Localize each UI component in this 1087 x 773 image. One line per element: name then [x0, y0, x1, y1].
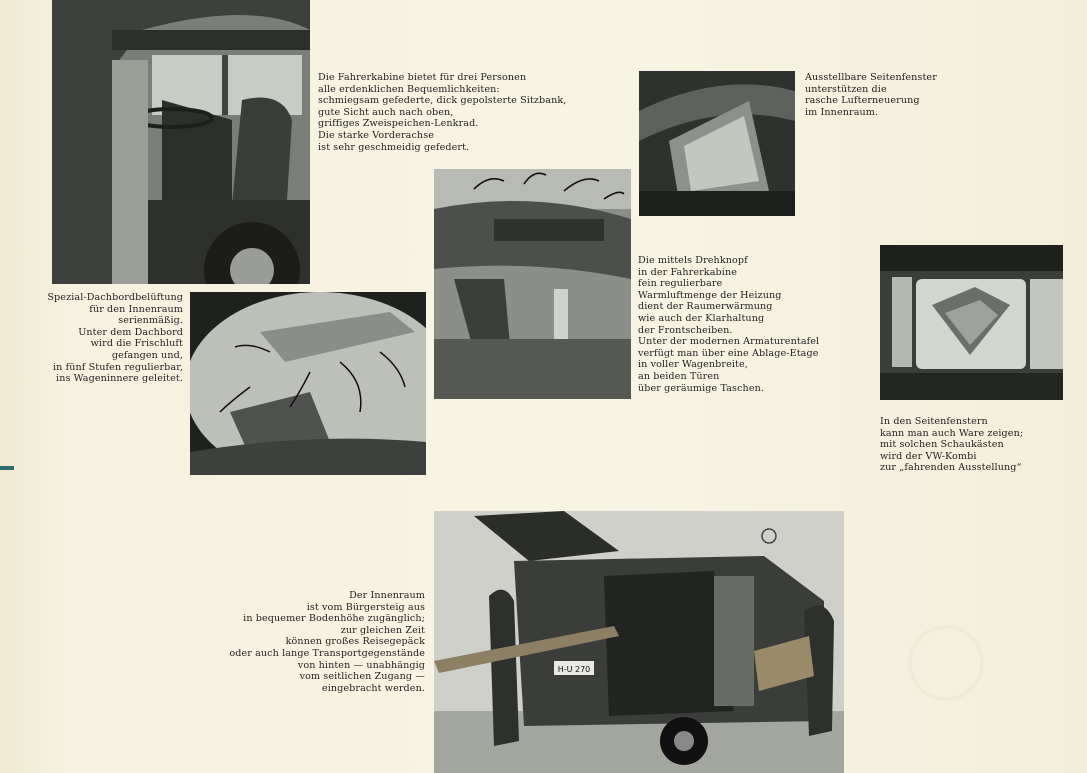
photo-driver-cab [52, 0, 310, 284]
caption-roof-ventilation: Spezial-Dachbordbelüftung für den Innenraum serienmäßig. Unter dem Dachbord wird die Frischluft gefangen und, in fünf Stufen regulierbar, ins Wageninnere geleitet. [47, 292, 183, 385]
caption-interior: Der Innenraum ist vom Bürgersteig aus in bequemer Bodenhöhe zugänglich; zur gleichen Zeit können großes Reisegepäck oder auch lange Transportgegenstände von hinten — unabhängig vom seitlichen Zugang — eingebracht werden. [229, 590, 425, 694]
vw-watermark-logo [908, 625, 984, 701]
photo-roof-ventilation [190, 292, 426, 475]
photo-side-window [639, 71, 795, 216]
photo-interior-loading [434, 511, 844, 773]
photo-dashboard-heating [434, 169, 631, 399]
caption-heating: Die mittels Drehknopf in der Fahrerkabine fein regulierbare Warmluftmenge der Heizung dient der Raumerwärmung wie auch der Klarhaltung der Frontscheiben. Unter der modernen Armaturentafel verfügt man über eine Ablage-Etage in voller Wagenbreite, an beiden Türen über geräumige Taschen. [638, 255, 820, 394]
binding-mark [0, 466, 14, 470]
caption-display-window: In den Seitenfenstern kann man auch Ware zeigen; mit solchen Schaukästen wird der VW-Kombi zur „fahrenden Ausstellung“ [880, 416, 1024, 474]
license-plate: H-U 270 [557, 665, 591, 674]
caption-driver-cab: Die Fahrerkabine bietet für drei Personen alle erdenklichen Bequemlichkeiten: schmiegsam gefederte, dick gepolsterte Sitzbank, gute Sicht auch nach oben, griffiges Zweispeichen-Lenkrad. Die starke Vorderachse ist sehr geschmeidig gefedert. [318, 72, 567, 153]
caption-side-windows: Ausstellbare Seitenfenster unterstützen die rasche Lufterneuerung im Innenraum. [805, 72, 937, 118]
photo-display-window [880, 245, 1063, 400]
